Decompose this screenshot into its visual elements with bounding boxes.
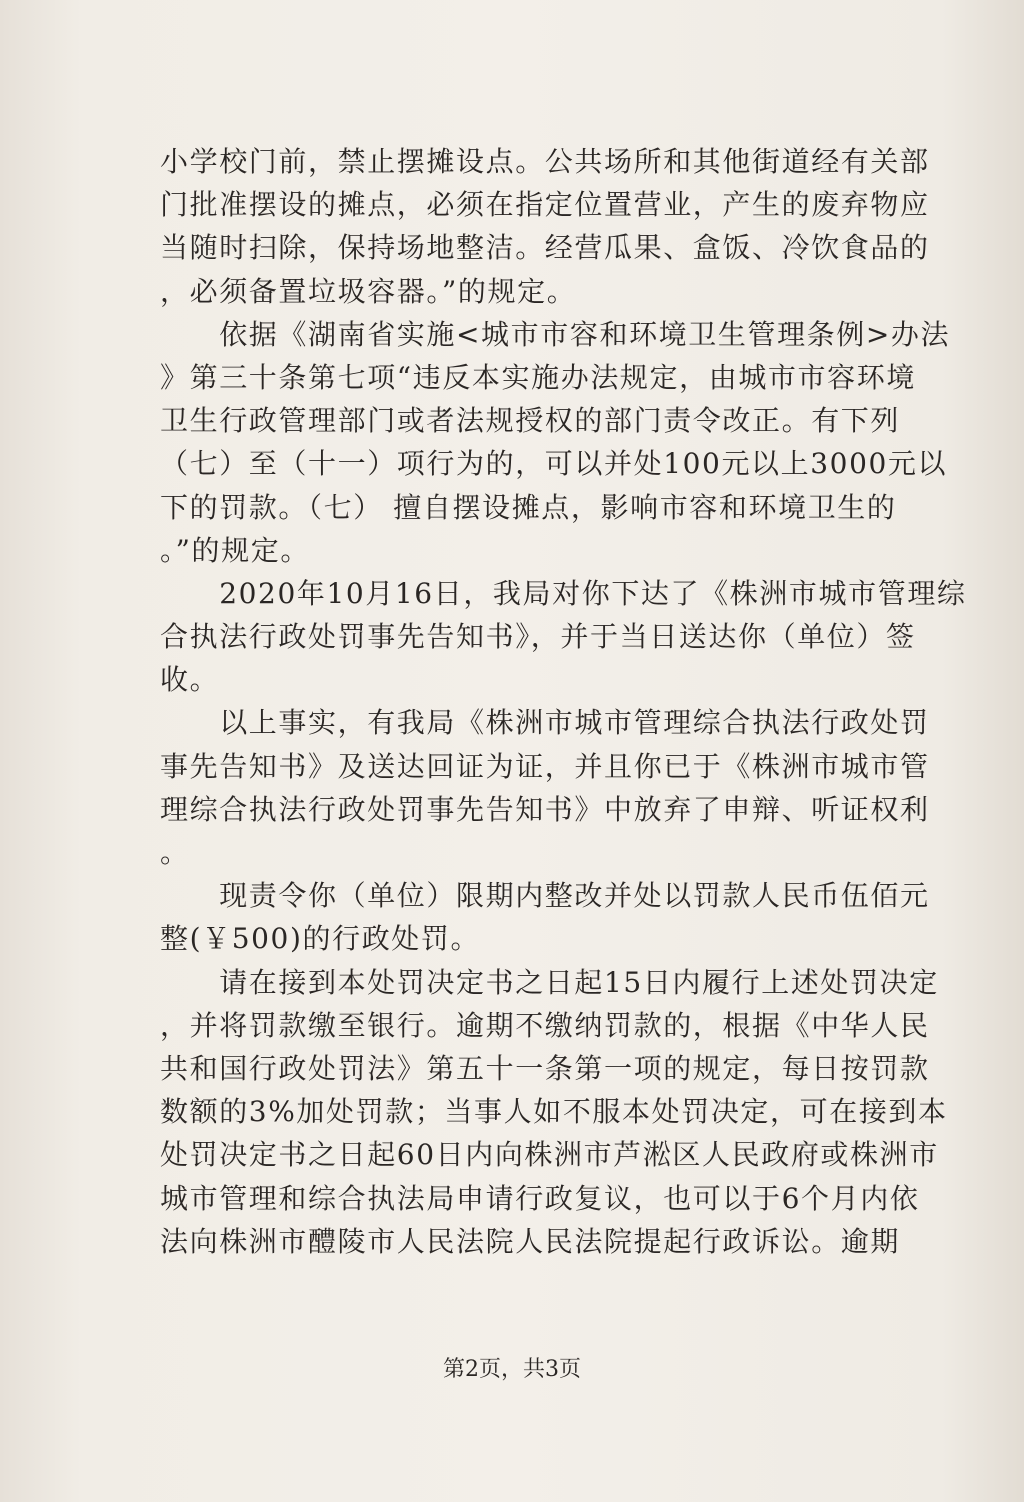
text-line: 以上事实，有我局《株洲市城市管理综合执法行政处罚 — [160, 706, 930, 740]
page-number: 第2页，共3页 — [443, 1357, 581, 1382]
text-line: 数额的3%加处罚款；当事人如不服本处罚决定，可在接到本 — [160, 1095, 948, 1129]
text-line: 当随时扫除，保持场地整洁。经营瓜果、盒饭、冷饮食品的 — [160, 231, 930, 265]
text-line: 。 — [160, 836, 190, 869]
text-line: （七）至（十一）项行为的，可以并处100元以上3000元以 — [160, 447, 948, 481]
text-line: 收。 — [160, 663, 220, 697]
text-line: ，并将罚款缴至银行。逾期不缴纳罚款的，根据《中华人民 — [160, 1008, 930, 1042]
text-line: 门批准摆设的摊点，必须在指定位置营业，产生的废弃物应 — [160, 188, 930, 222]
text-line: 。”的规定。 — [160, 533, 310, 567]
document-body — [160, 140, 967, 1263]
text-line: 城市管理和综合执法局申请行政复议，也可以于6个月内依 — [160, 1181, 920, 1215]
text-line: 法向株洲市醴陵市人民法院人民法院提起行政诉讼。逾期 — [160, 1224, 901, 1258]
text-line: 合执法行政处罚事先告知书》，并于当日送达你（单位）签 — [160, 620, 916, 654]
text-line: 2020年10月16日，我局对你下达了《株洲市城市管理综 — [160, 576, 967, 610]
text-line: 小学校门前，禁止摆摊设点。公共场所和其他街道经有关部 — [160, 145, 930, 178]
text-line: 整(￥500)的行政处罚。 — [160, 922, 481, 956]
text-line: 处罚决定书之日起60日内向株洲市芦淞区人民政府或株洲市 — [160, 1138, 939, 1172]
text-line: 卫生行政管理部门或者法规授权的部门责令改正。有下列 — [160, 404, 901, 438]
text-line: 现责令你（单位）限期内整改并处以罚款人民币伍佰元 — [160, 879, 930, 913]
text-line: 》第三十条第七项“违反本实施办法规定，由城市市容环境 — [160, 360, 916, 394]
text-line: 理综合执法行政处罚事先告知书》中放弃了申辩、听证权利 — [160, 792, 930, 826]
text-line: 依据《湖南省实施<城市市容和环境卫生管理条例>办法 — [160, 317, 951, 351]
text-line: 事先告知书》及送达回证为证，并且你已于《株洲市城市管 — [160, 749, 930, 783]
text-line: 请在接到本处罚决定书之日起15日内履行上述处罚决定 — [160, 965, 939, 999]
text-line: ，必须备置垃圾容器。”的规定。 — [160, 274, 577, 308]
text-line: 共和国行政处罚法》第五十一条第一项的规定，每日按罚款 — [160, 1051, 930, 1085]
text-line: 下的罚款。（七） 擅自摆设摊点，影响市容和环境卫生的 — [160, 490, 897, 524]
